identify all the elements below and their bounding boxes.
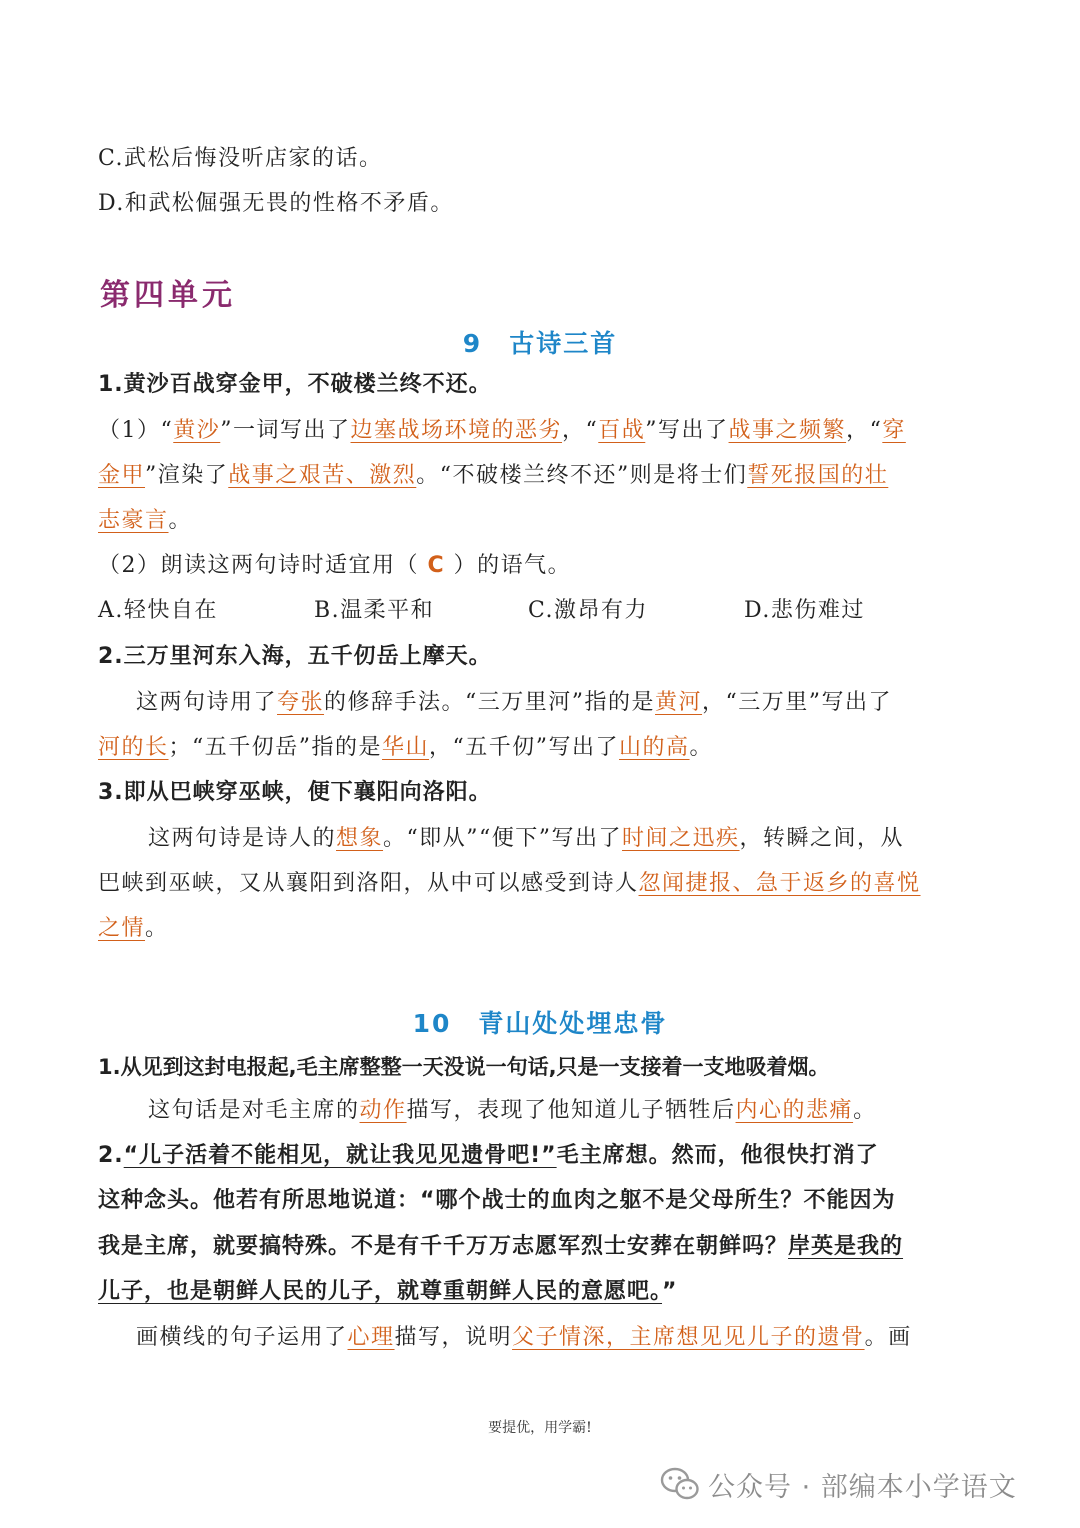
unit-title: 第四单元 [100,278,236,313]
l9-q3-line1: 这两句诗是诗人的想象。“即从”“便下”写出了时间之迅疾，转瞬之间，从 [148,826,905,851]
answer-blank: 战事之艰苦、激烈 [228,463,417,488]
answer-blank: 志豪言 [98,508,169,533]
lesson-10-title: 10 青山处处埋忠骨 [412,1009,668,1038]
option-c: C.激昂有力 [528,598,649,623]
l9-q1-sub2: （2）朗读这两句诗时适宜用（ C ）的语气。 [98,553,572,578]
l10-q1-heading: 1.从见到这封电报起,毛主席整整一天没说一句话,只是一支接着一支地吸着烟。 [98,1055,830,1079]
l10-q2-line3: 我是主席，就要搞特殊。不是有千千万万志愿军烈士安葬在朝鲜吗？岸英是我的 [98,1234,904,1259]
wechat-icon [660,1467,700,1501]
l10-q2-line2: 这种念头。他若有所思地说道：“哪个战士的血肉之躯不是父母所生？不能因为 [98,1188,896,1213]
l9-q1-sub1-line2: 金甲”渲染了战事之艰苦、激烈。“不破楼兰终不还”则是将士们誓死报国的壮 [98,463,889,488]
answer-blank: 边塞战场环境的恶劣 [350,418,563,443]
answer-blank: 誓死报国的壮 [747,463,889,488]
option-b: B.温柔平和 [314,598,435,623]
answer-blank: 动作 [359,1098,407,1123]
answer-choice: C [427,553,446,578]
answer-blank: 父子情深，主席想见见儿子的遗骨 [512,1325,865,1350]
answer-blank: 山的高 [619,735,690,760]
answer-blank: 华山 [382,735,430,760]
answer-blank: 百战 [598,418,646,443]
l10-q2-answer: 画横线的句子运用了心理描写，说明父子情深，主席想见见儿子的遗骨。画 [136,1325,912,1350]
l9-q2-line1: 这两句诗用了夸张的修辞手法。“三万里河”指的是黄河，“三万里”写出了 [136,690,893,715]
answer-blank: 之情 [98,916,146,941]
underlined-sentence: “儿子活着不能相见，就让我见见遗骨吧!” [123,1143,557,1168]
option-d: D.悲伤难过 [744,598,865,623]
l9-q3-line2: 巴峡到巫峡，又从襄阳到洛阳，从中可以感受到诗人忽闻捷报、急于返乡的喜悦 [98,871,921,896]
answer-blank: 黄河 [655,690,703,715]
option-d-text: D.和武松倔强无畏的性格不矛盾。 [98,191,454,216]
l9-q1-sub1-line3: 志豪言。 [98,508,193,533]
l9-q3-line3: 之情。 [98,916,169,941]
answer-blank: 想象 [336,826,384,851]
l9-q1-sub1-line1: （1）“黄沙”一词写出了边塞战场环境的恶劣，“百战”写出了战事之频繁，“穿 [98,418,906,443]
answer-blank: 黄沙 [173,418,221,443]
underlined-sentence: 岸英是我的 [788,1234,904,1259]
l9-q3-heading: 3.即从巴峡穿巫峡，便下襄阳向洛阳。 [98,780,492,805]
answer-blank: 忽闻捷报、急于返乡的喜悦 [638,871,921,896]
lesson-9-title: 9 古诗三首 [462,329,618,358]
answer-blank: 时间之迅疾 [622,826,740,851]
l10-q1-answer: 这句话是对毛主席的动作描写，表现了他知道儿子牺牲后内心的悲痛。 [148,1098,877,1123]
wechat-watermark [660,1462,1017,1506]
answer-blank: 金甲 [98,463,146,488]
footer-note: 要提优，用学霸! [488,1420,592,1436]
l9-q2-line2: 河的长；“五千仞岳”指的是华山，“五千仞”写出了山的高。 [98,735,714,760]
option-a: A.轻快自在 [98,598,218,623]
answer-blank: 夸张 [277,690,325,715]
answer-blank: 战事之频繁 [728,418,847,443]
l10-q2-line4: 儿子，也是朝鲜人民的儿子，就尊重朝鲜人民的意愿吧。” [98,1279,678,1304]
answer-blank: 穿 [882,418,906,443]
l10-q2-line1: 2.“儿子活着不能相见，就让我见见遗骨吧!”毛主席想。然而，他很快打消了 [98,1143,879,1168]
answer-blank: 心理 [347,1325,395,1350]
answer-blank: 内心的悲痛 [735,1098,854,1123]
answer-blank: 河的长 [98,735,169,760]
option-c-text: C.武松后悔没听店家的话。 [98,146,383,171]
l9-q1-heading: 1.黄沙百战穿金甲，不破楼兰终不还。 [98,372,492,397]
watermark-text: 公众号 · 部编本小学语文 [708,1471,1017,1503]
l9-q2-heading: 2.三万里河东入海，五千仞岳上摩天。 [98,644,492,669]
underlined-sentence: 儿子，也是朝鲜人民的儿子，就尊重朝鲜人民的意愿吧。 [98,1279,663,1304]
